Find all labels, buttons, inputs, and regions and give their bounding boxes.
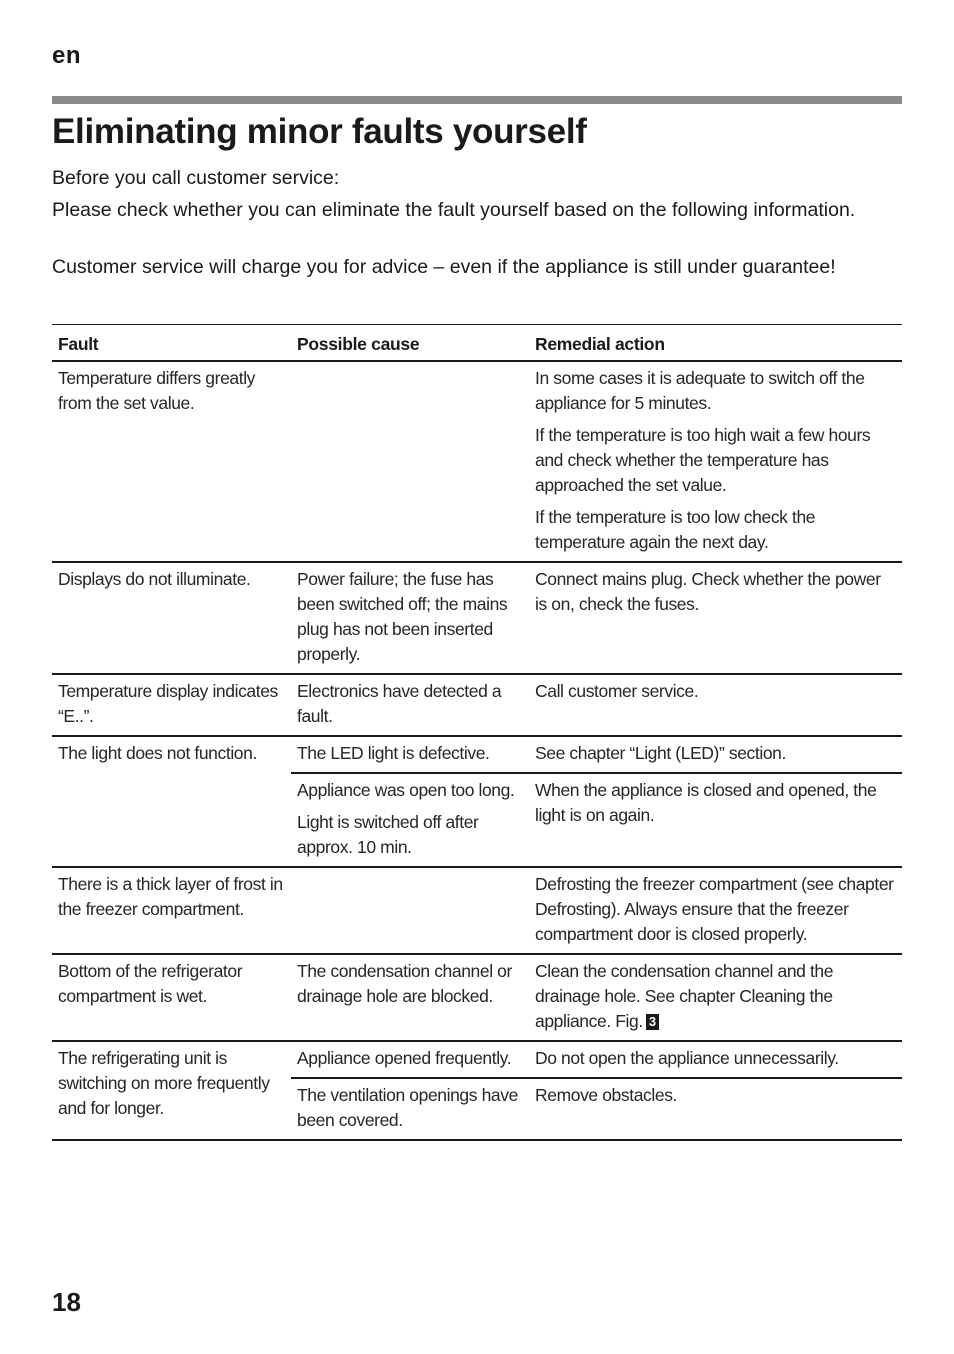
- cause-cell: The LED light is defective.: [297, 743, 490, 763]
- table-row: [52, 362, 902, 563]
- intro-paragraph-1: Before you call customer service:: [52, 167, 340, 189]
- action-text: Clean the condensation channel and the drainage hole. See chapter Cleaning the appliance. Fig.: [535, 961, 834, 1031]
- table-row: [52, 868, 902, 955]
- cause-cell: The ventilation openings have been covered.: [297, 1085, 518, 1130]
- cause-cell: Power failure; the fuse has been switched off; the mains plug has not been inserted properly.: [297, 569, 508, 664]
- action-cell: Do not open the appliance unnecessarily.: [535, 1048, 839, 1068]
- table-row: [52, 1042, 902, 1141]
- cause-cell: [291, 868, 529, 953]
- action-cell: See chapter “Light (LED)” section.: [535, 743, 786, 763]
- fault-cell: The light does not function.: [58, 743, 257, 763]
- header-fault: Fault: [58, 334, 99, 354]
- fault-cell: Temperature display indicates “E..”.: [58, 681, 278, 726]
- fault-cell: Displays do not illuminate.: [58, 569, 251, 589]
- intro-paragraph-2: Please check whether you can eliminate the fault yourself based on the following information.: [52, 199, 856, 221]
- action-text: If the temperature is too low check the temperature again the next day.: [535, 507, 816, 552]
- table-row: [52, 675, 902, 737]
- table-header: [52, 324, 902, 362]
- fault-table: [52, 324, 902, 1141]
- page-number: 18: [52, 1287, 81, 1317]
- fault-cell: Bottom of the refrigerator compartment is wet.: [58, 961, 243, 1006]
- table-row: [52, 563, 902, 675]
- cause-cell: Electronics have detected a fault.: [297, 681, 502, 726]
- figure-reference-badge: 3: [646, 1014, 659, 1030]
- language-code: en: [52, 42, 82, 69]
- sub-row: [291, 1042, 902, 1077]
- action-cell: [529, 362, 902, 561]
- sub-row: [291, 772, 902, 866]
- intro-paragraph-3: Customer service will charge you for advice – even if the appliance is still under guarantee!: [52, 256, 836, 278]
- action-cell: Remove obstacles.: [535, 1085, 678, 1105]
- sub-row: [291, 1077, 902, 1139]
- table-row: [52, 737, 902, 868]
- cause-cell: [291, 774, 529, 866]
- table-row: [52, 955, 902, 1042]
- action-text: In some cases it is adequate to switch off the appliance for 5 minutes.: [535, 368, 865, 413]
- page-title: Eliminating minor faults yourself: [52, 112, 587, 151]
- cause-text: Light is switched off after approx. 10 min.: [297, 812, 479, 857]
- sub-row: [291, 737, 902, 772]
- cause-cell: The condensation channel or drainage hole are blocked.: [297, 961, 512, 1006]
- header-action: Remedial action: [535, 334, 665, 354]
- action-cell: Defrosting the freezer compartment (see chapter Defrosting). Always ensure that the freezer compartment door is closed properly.: [535, 874, 894, 944]
- fault-cell: The refrigerating unit is switching on more frequently and for longer.: [58, 1048, 270, 1118]
- action-cell: Call customer service.: [535, 681, 699, 701]
- action-cell: Connect mains plug. Check whether the power is on, check the fuses.: [535, 569, 881, 614]
- cause-text: Appliance was open too long.: [297, 780, 515, 800]
- sub-rows: [291, 737, 902, 866]
- header-rule: [52, 96, 902, 104]
- header-cause: Possible cause: [297, 334, 420, 354]
- action-cell: [529, 955, 902, 1040]
- action-cell: When the appliance is closed and opened, the light is on again.: [535, 780, 877, 825]
- cause-cell: Appliance opened frequently.: [297, 1048, 512, 1068]
- cause-cell: [291, 362, 529, 561]
- action-text: If the temperature is too high wait a few hours and check whether the temperature has approached the set value.: [535, 425, 871, 495]
- sub-rows: [291, 1042, 902, 1139]
- fault-cell: There is a thick layer of frost in the freezer compartment.: [58, 874, 283, 919]
- fault-cell: Temperature differs greatly from the set value.: [58, 368, 256, 413]
